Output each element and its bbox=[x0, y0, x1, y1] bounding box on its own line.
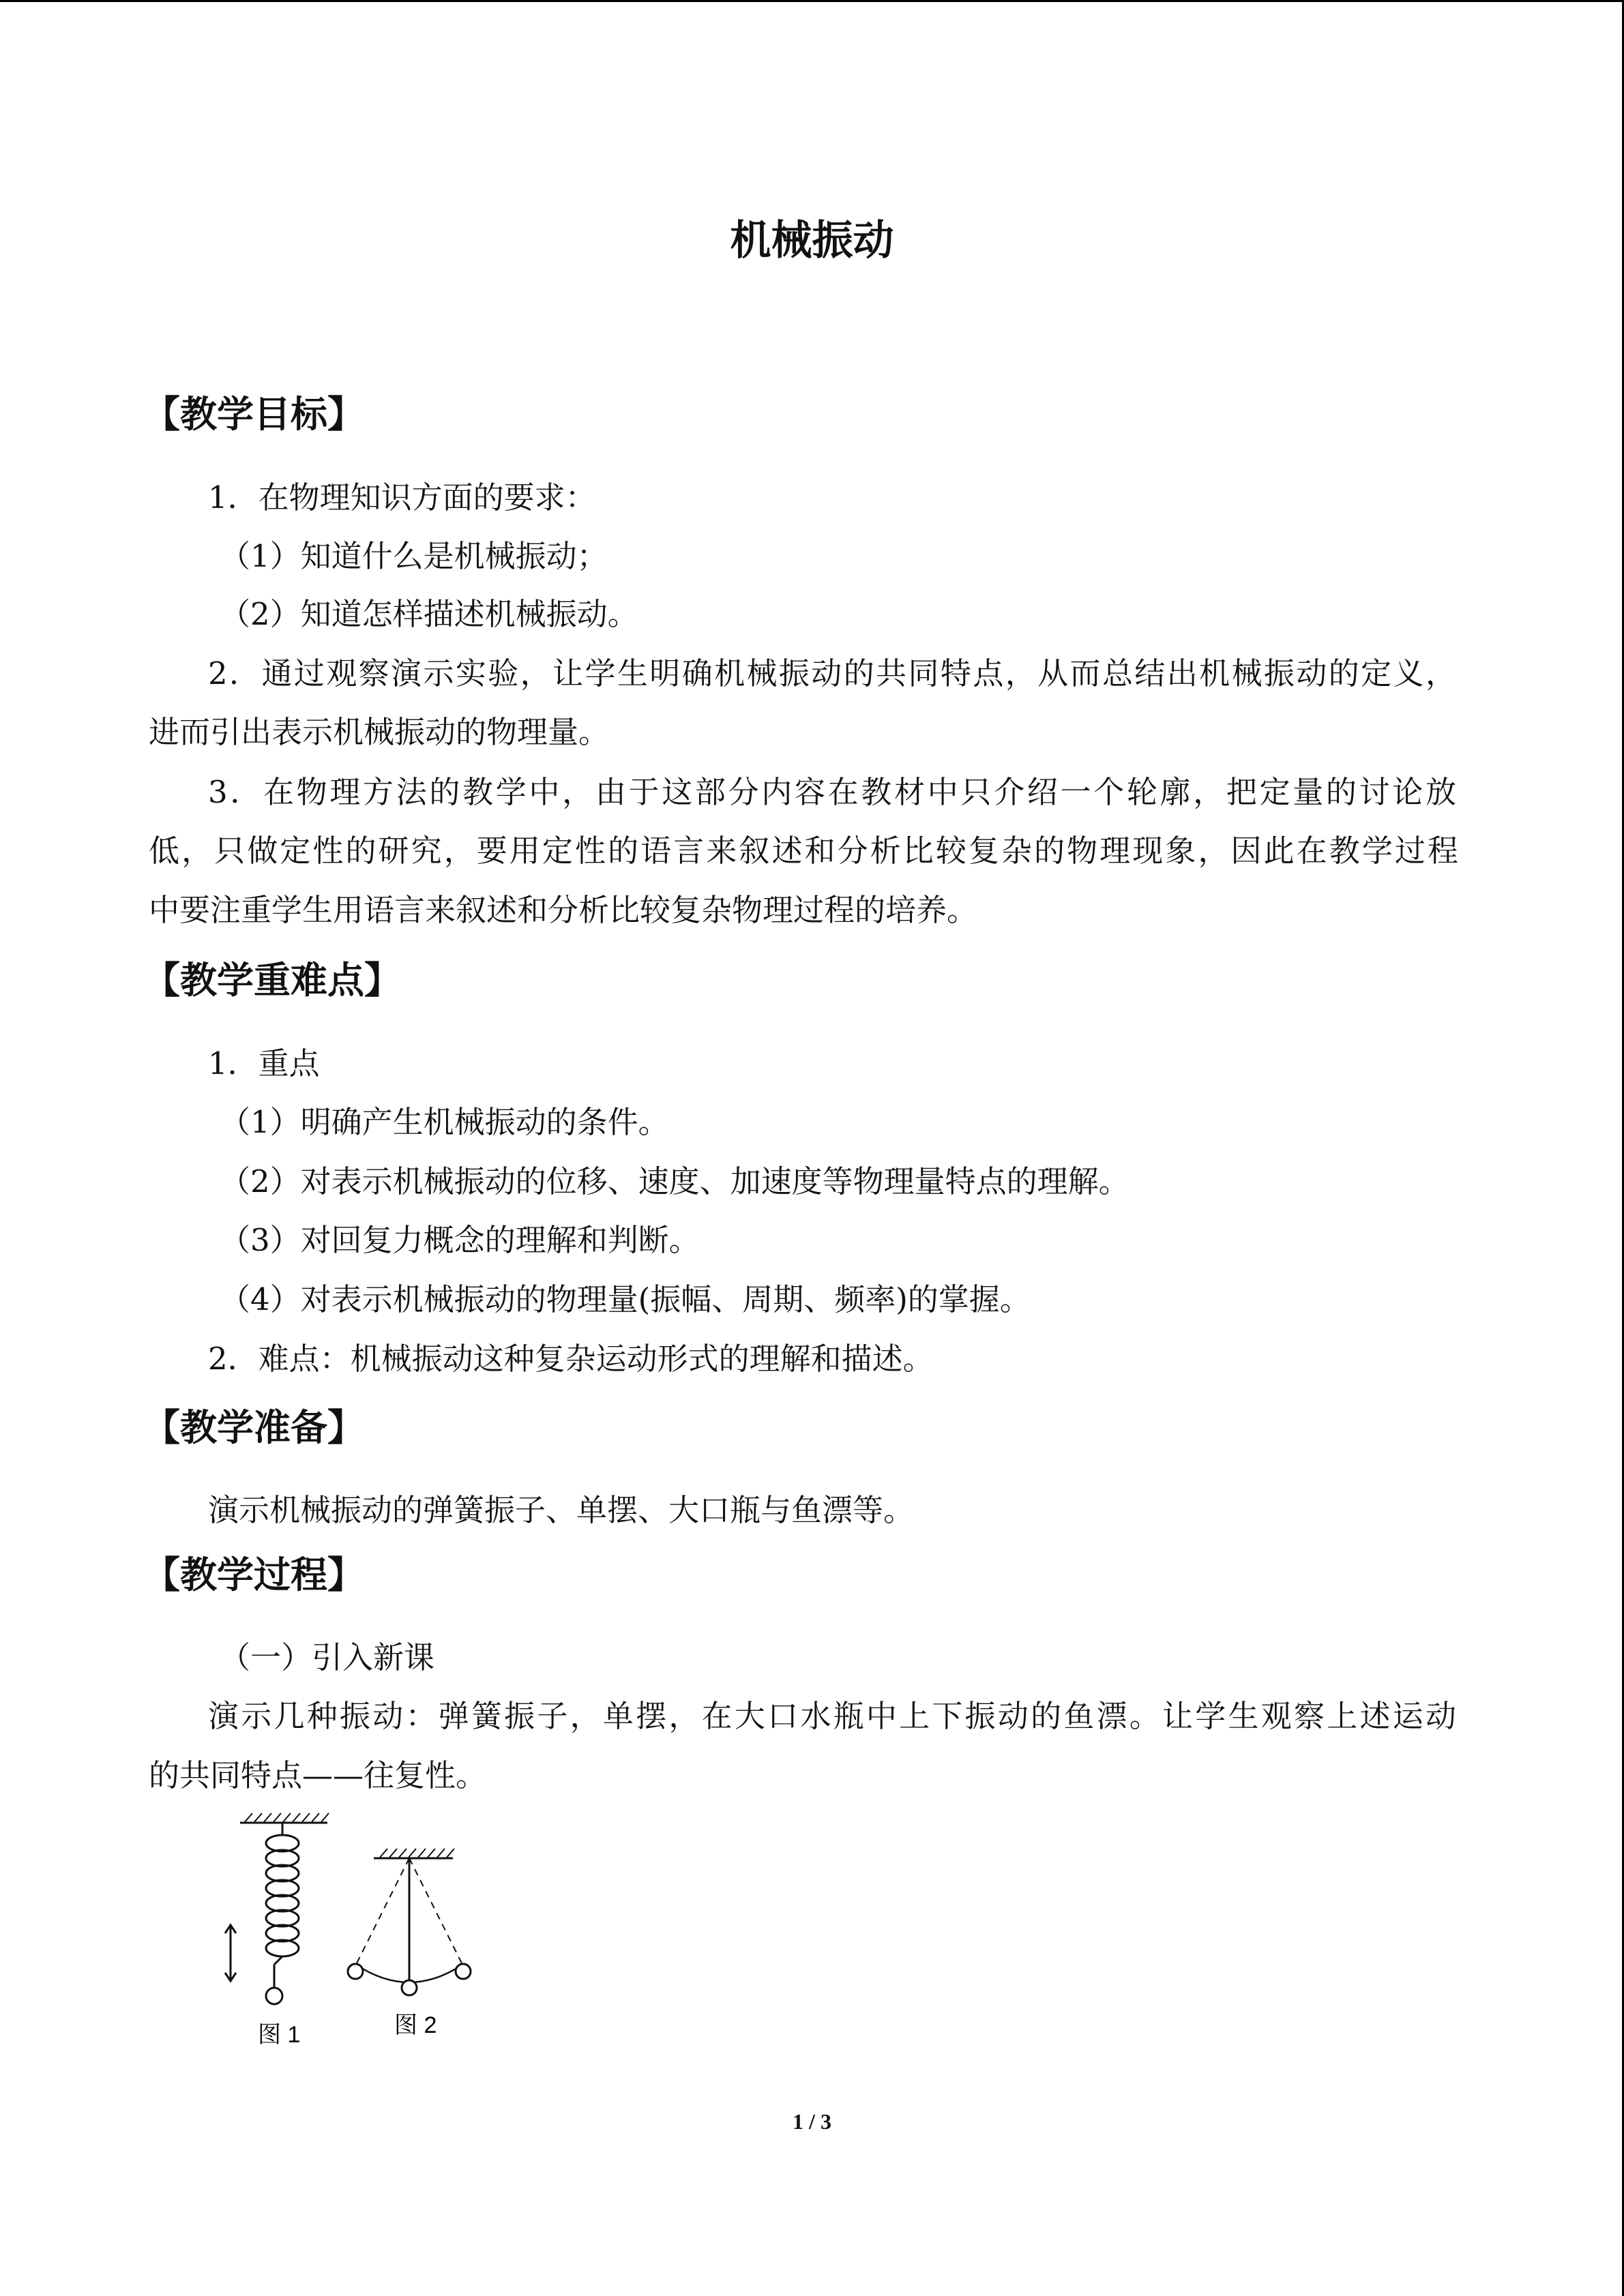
paragraph: （4）对表示机械振动的物理量(振幅、周期、频率)的掌握。 bbox=[220, 1281, 1031, 1317]
figure-1-label: 图 1 bbox=[258, 2022, 301, 2048]
paragraph: 1．在物理知识方面的要求： bbox=[208, 479, 596, 516]
paragraph: 1．重点 bbox=[208, 1045, 320, 1082]
figure-2-label: 图 2 bbox=[394, 2012, 437, 2038]
section-heading-keypoints: 【教学重难点】 bbox=[143, 959, 401, 1002]
spring-oscillator-figure bbox=[225, 1813, 329, 2004]
paragraph: （3）对回复力概念的理解和判断。 bbox=[220, 1222, 700, 1258]
paragraph: 2．难点：机械振动这种复杂运动形式的理解和描述。 bbox=[208, 1341, 934, 1377]
pendulum-figure bbox=[348, 1849, 471, 1995]
paragraph: （1）明确产生机械振动的条件。 bbox=[220, 1104, 669, 1140]
paragraph: 的共同特点——往复性。 bbox=[149, 1757, 487, 1793]
paragraph: （一）引入新课 bbox=[220, 1639, 435, 1675]
paragraph: 2．通过观察演示实验，让学生明确机械振动的共同特点，从而总结出机械振动的定义， bbox=[208, 655, 1456, 691]
page-title: 机械振动 bbox=[730, 217, 894, 265]
section-heading-goals: 【教学目标】 bbox=[143, 393, 364, 436]
page-number: 1 / 3 bbox=[793, 2109, 831, 2134]
section-heading-prep: 【教学准备】 bbox=[143, 1406, 364, 1449]
paragraph: 演示机械振动的弹簧振子、单摆、大口瓶与鱼漂等。 bbox=[208, 1492, 915, 1528]
paragraph: 低，只做定性的研究，要用定性的语言来叙述和分析比较复杂的物理现象，因此在教学过程 bbox=[149, 833, 1458, 869]
section-heading-process: 【教学过程】 bbox=[143, 1553, 364, 1596]
paragraph: （1）知道什么是机械振动； bbox=[220, 538, 608, 574]
paragraph: 中要注重学生用语言来叙述和分析比较复杂物理过程的培养。 bbox=[149, 892, 978, 928]
oscillator-figures bbox=[205, 1802, 518, 2061]
paragraph: 进而引出表示机械振动的物理量。 bbox=[149, 714, 610, 750]
figures-area bbox=[205, 1802, 518, 2061]
paragraph: 演示几种振动：弹簧振子，单摆，在大口水瓶中上下振动的鱼漂。让学生观察上述运动 bbox=[208, 1698, 1456, 1734]
paragraph: 3．在物理方法的教学中，由于这部分内容在教材中只介绍一个轮廓，把定量的讨论放 bbox=[208, 774, 1456, 810]
paragraph: （2）知道怎样描述机械振动。 bbox=[220, 596, 638, 632]
paragraph: （2）对表示机械振动的位移、速度、加速度等物理量特点的理解。 bbox=[220, 1163, 1130, 1199]
